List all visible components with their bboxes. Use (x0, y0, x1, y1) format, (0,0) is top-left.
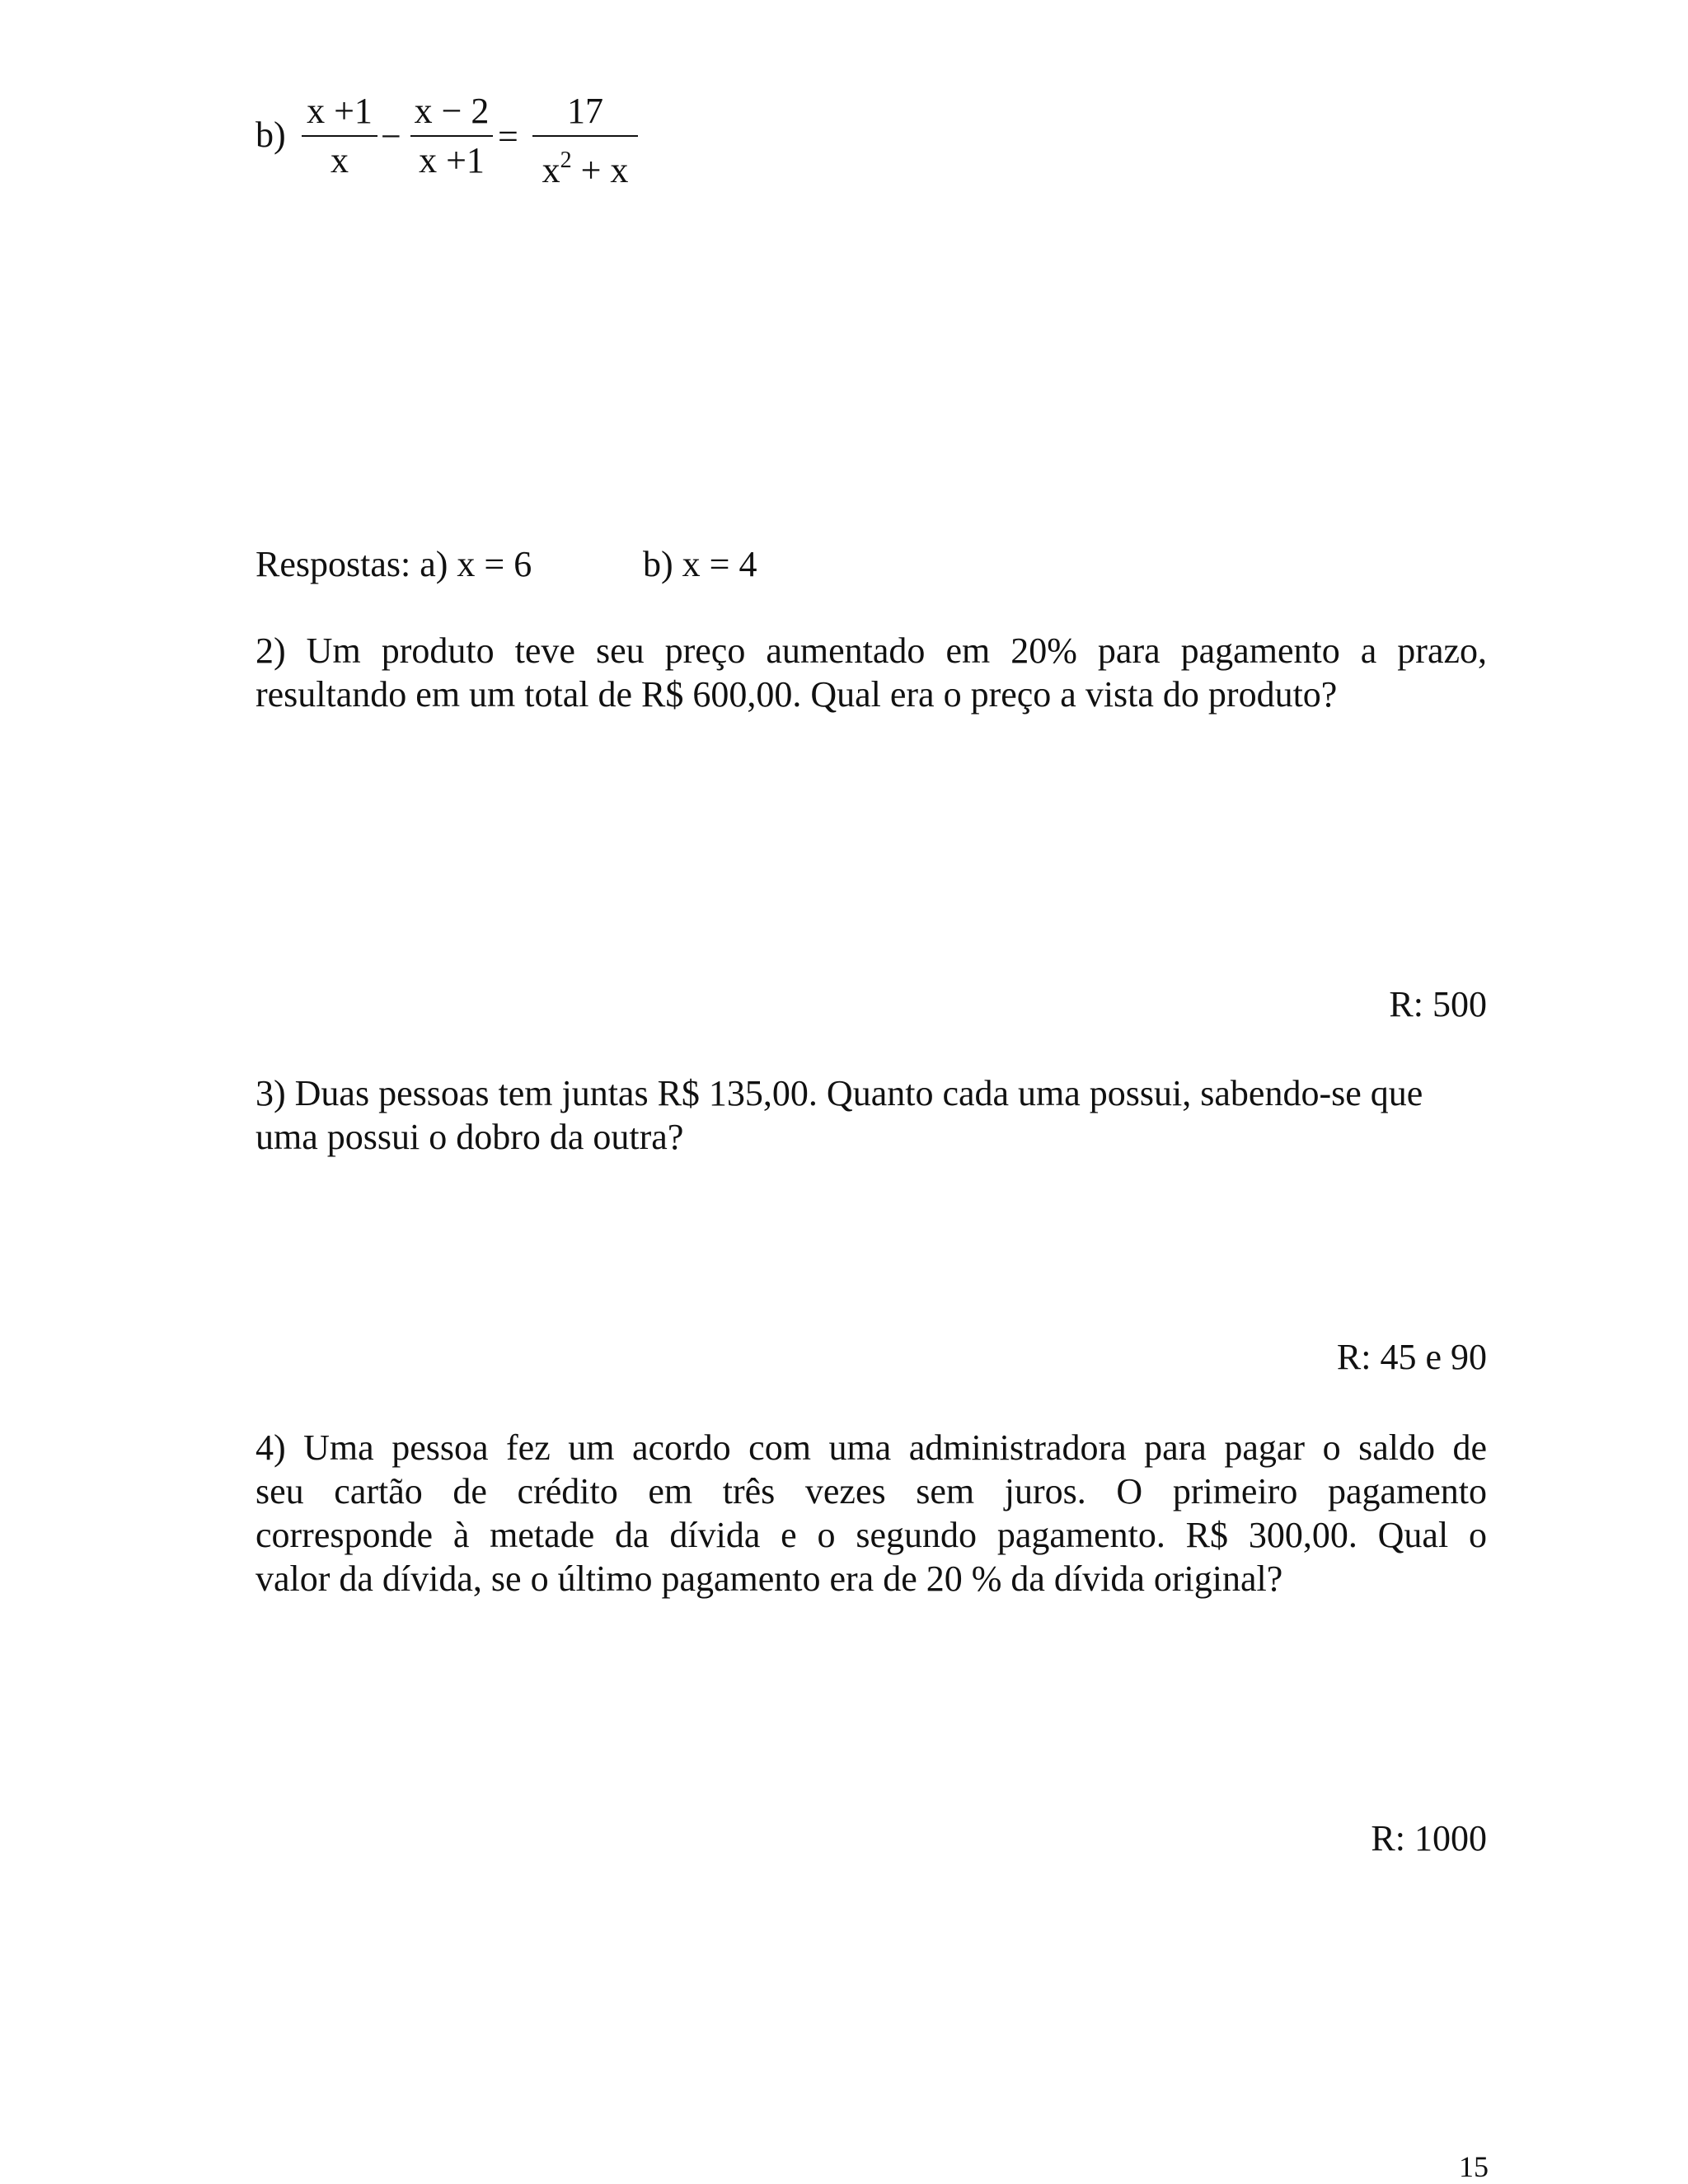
question-4-answer: R: 1000 (1371, 1818, 1487, 1858)
question-3-line: uma possui o dobro da outra? (256, 1117, 684, 1157)
answers-label: Respostas: a) x = 6 (256, 544, 532, 584)
question-2 (256, 629, 1487, 716)
equation-b (256, 91, 643, 198)
fraction-bar (410, 135, 493, 137)
question-3 (256, 1071, 1487, 1159)
question-3-answer: R: 45 e 90 (1336, 1337, 1487, 1377)
fraction-1 (302, 91, 377, 181)
fraction-1-denominator: x (331, 140, 349, 180)
question-3-line: 3) Duas pessoas tem juntas R$ 135,00. Quanto cada uma possui, sabendo-se que (256, 1073, 1423, 1113)
question-4 (256, 1426, 1487, 1601)
equals-sign: = (498, 116, 518, 157)
minus-sign: − (381, 116, 401, 157)
fraction-2-denominator: x +1 (419, 140, 485, 180)
question-2-line: 2) Um produto teve seu preço aumentado em 20% para pagamento a prazo, (256, 630, 1487, 671)
question-4-line: valor da dívida, se o último pagamento era de 20 % da dívida original? (256, 1558, 1283, 1599)
question-2-answer: R: 500 (1389, 984, 1487, 1024)
fraction-1-numerator: x +1 (307, 91, 373, 131)
question-4-line: corresponde à metade da dívida e o segundo pagamento. R$ 300,00. Qual o (256, 1515, 1487, 1555)
fraction-2 (410, 91, 493, 181)
fraction-bar (302, 135, 377, 137)
question-4-line: 4) Uma pessoa fez um acordo com uma administradora para pagar o saldo de (256, 1427, 1487, 1468)
fraction-3-denominator: $x^2 + x$ (542, 148, 629, 190)
question-4-line: seu cartão de crédito em três vezes sem juros. O primeiro pagamento (256, 1471, 1487, 1511)
fraction-3 (532, 91, 638, 191)
fraction-2-numerator: x − 2 (414, 91, 490, 131)
fraction-3-numerator: 17 (567, 91, 603, 131)
answer-b: b) x = 4 (643, 544, 757, 584)
fraction-bar (532, 135, 638, 137)
page-number: 15 (1459, 2150, 1489, 2183)
equation-label: b) (256, 115, 286, 155)
question-2-line: resultando em um total de R$ 600,00. Qual era o preço a vista do produto? (256, 674, 1338, 715)
